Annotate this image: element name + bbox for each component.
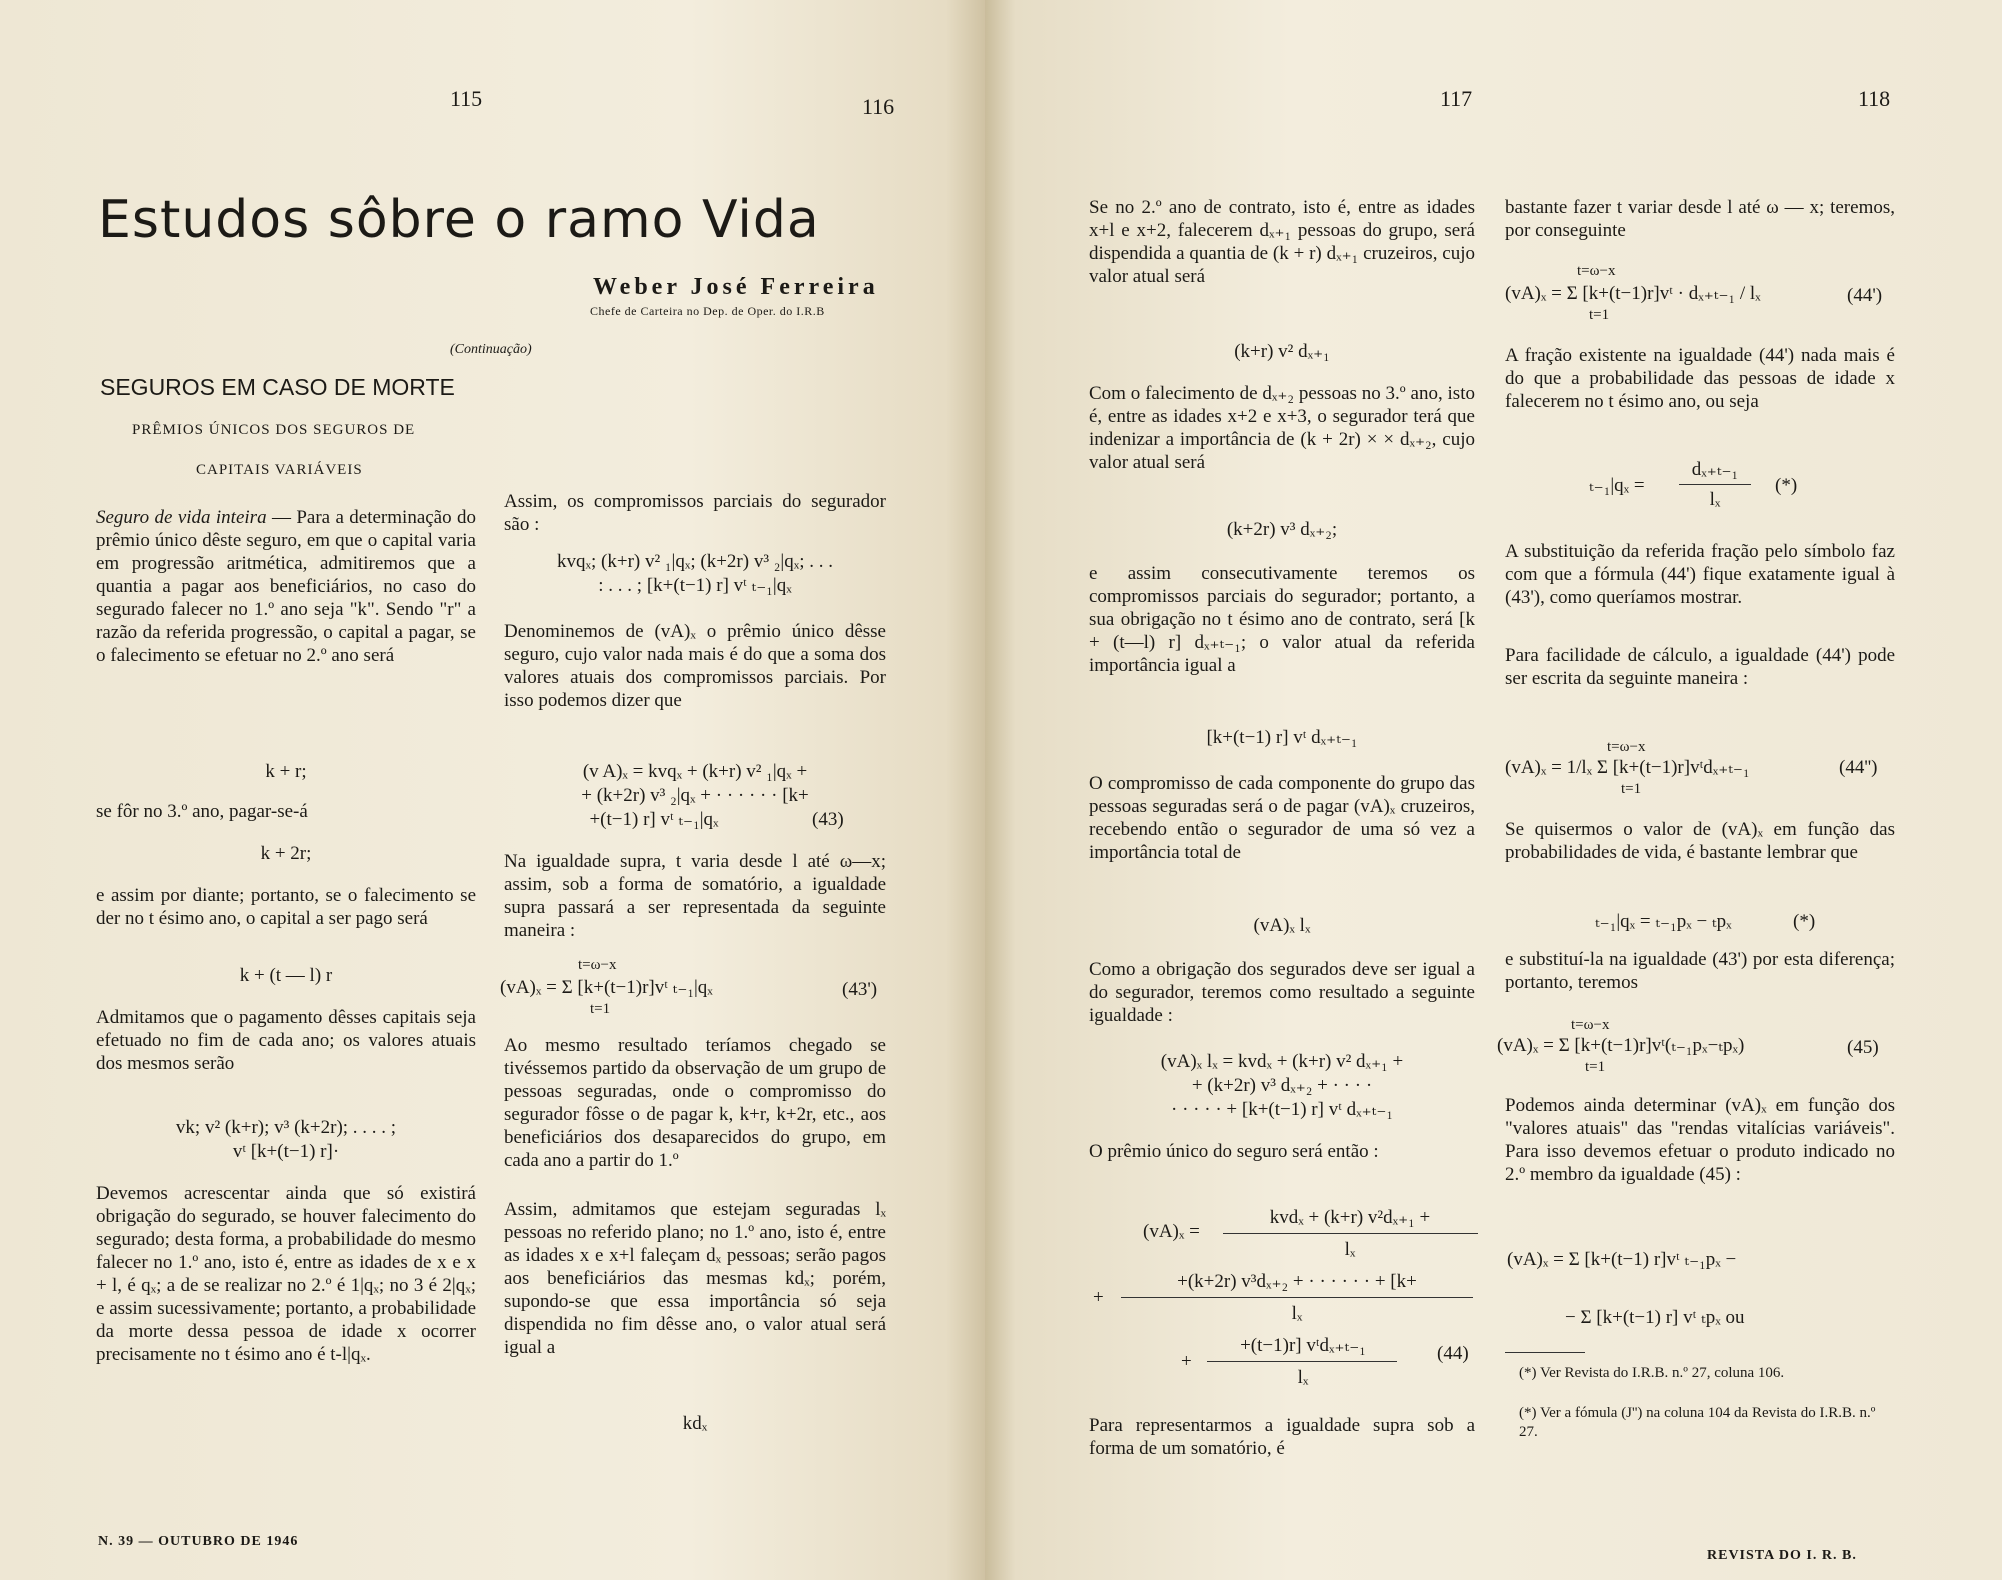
paragraph: Admitamos que o pagamento dêsses capitais seja efetuado no fim de cada ano; os valores atuais dos mesmos serão [96,1007,476,1074]
paragraph: Denominemos de (vA)ₓ o prêmio único dêsse seguro, cujo valor nada mais é do que a soma dos valores atuais dos compromissos parciais. Por isso podemos dizer que [504,621,886,711]
page-number-118: 118 [1858,86,1891,111]
subheading-line-2: CAPITAIS VARIÁVEIS [196,462,363,478]
equation-number: (*) [1793,911,1816,932]
sum-lower-limit: t=1 [590,1001,611,1017]
formula-lhs: ₜ₋₁|qₓ = [1589,475,1645,496]
formula: (vA)ₓ = Σ [k+(t−1) r]vᵗ ₜ₋₁pₓ − [1507,1249,1737,1270]
formula: k + (t — l) r [239,965,333,986]
paragraph: bastante fazer t variar desde l até ω — x; teremos, por conseguinte [1505,197,1895,241]
fraction-bar [1223,1233,1478,1234]
formula: + (k+2r) v³ dₓ₊₂ + · · · · [1191,1075,1373,1096]
formula: (k+2r) v³ dₓ₊₂; [1226,519,1338,540]
formula-denominator: lₓ [1291,1303,1303,1324]
formula: (vA)ₓ lₓ [1253,915,1311,936]
formula-denominator: lₓ [1709,489,1721,510]
formula: (vA)ₓ = 1/lₓ Σ [k+(t−1)r]vᵗdₓ₊ₜ₋₁ [1505,757,1750,778]
paragraph: Como a obrigação dos segurados deve ser igual a do segurador, teremos como resultado a seguinte igualdade : [1089,959,1475,1026]
sum-lower-limit: t=1 [1585,1059,1606,1075]
formula: [k+(t−1) r] vᵗ dₓ₊ₜ₋₁ [1206,727,1358,748]
formula: + (k+2r) v³ ₂|qₓ + · · · · · · [k+ [581,785,809,806]
fraction-bar [1679,484,1751,485]
formula-numerator: kvdₓ + (k+r) v²dₓ₊₁ + [1269,1207,1431,1228]
plus-sign: + [1093,1287,1104,1308]
sum-lower-limit: t=1 [1589,307,1610,323]
formula: (vA)ₓ lₓ = kvdₓ + (k+r) v² dₓ₊₁ + [1160,1051,1404,1072]
formula-denominator: lₓ [1344,1239,1356,1260]
sum-upper-limit: t=ω−x [1577,263,1616,279]
paragraph: e substituí-la na igualdade (43') por esta diferença; portanto, teremos [1505,949,1895,993]
author-name: Weber José Ferreira [593,274,879,300]
left-page [0,0,985,1580]
equation-number: (44) [1437,1343,1469,1364]
sum-upper-limit: t=ω−x [578,957,617,973]
page-number-117: 117 [1440,86,1473,111]
formula: ₜ₋₁|qₓ = ₜ₋₁pₓ − ₜpₓ [1595,911,1732,932]
paragraph [96,506,476,667]
equation-number: (43') [842,979,878,1000]
paragraph: O prêmio único do seguro será então : [1089,1141,1379,1162]
paragraph: A fração existente na igualdade (44') nada mais é do que a probabilidade das pessoas de idade x falecerem no t ésimo ano, ou seja [1505,345,1895,412]
formula: (k+r) v² dₓ₊₁ [1234,341,1330,362]
article-title: Estudos sôbre o ramo Vida [98,190,820,250]
footnote-rule [1505,1352,1585,1353]
paragraph-lead: Seguro de vida inteira [96,507,267,528]
paragraph: Para facilidade de cálculo, a igualdade (44') pode ser escrita da seguinte maneira : [1505,645,1895,689]
formula-numerator: dₓ₊ₜ₋₁ [1691,459,1739,480]
paragraph: Assim, admitamos que estejam seguradas lₓ pessoas no referido plano; no 1.º ano, isto é, entre as idades x e x+l faleçam dₓ pessoas; serão pagos aos beneficiários das mesmas kdₓ; porém, supondo-se que essa importância só seja dispendida no fim dêsse ano, o valor atual será igual a [504,1199,886,1358]
formula-lhs: (vA)ₓ = [1143,1221,1200,1242]
paragraph-text: — Para a determinação do prêmio único dêste seguro, em que o capital varia em progressão aritmética, admitiremos que a quantia a pagar aos beneficiários, no caso do segurado falecer no 1.º ano seja "k". Sendo "r" a razão da referida progressão, o capital a pagar, se o falecimento se efetuar no 2.º ano será [96,507,476,666]
formula-numerator: +(k+2r) v³dₓ₊₂ + · · · · · · + [k+ [1177,1271,1417,1292]
sum-upper-limit: t=ω−x [1571,1017,1610,1033]
equation-number: (*) [1775,475,1798,496]
formula: (vA)ₓ = Σ [k+(t−1)r]vᵗ · dₓ₊ₜ₋₁ / lₓ [1505,283,1761,304]
equation-number: (44') [1847,285,1883,306]
continuation-note: (Continuação) [450,342,532,357]
paragraph: A substituição da referida fração pelo símbolo faz com que a fórmula (44') fique exatamente igual à (43'), como queríamos mostrar. [1505,541,1895,608]
page-number-116: 116 [862,94,895,119]
right-page [985,0,2002,1580]
paragraph: e assim por diante; portanto, se o falecimento se der no t ésimo ano, o capital a ser pago será [96,885,476,929]
equation-number: (44'') [1839,757,1878,778]
footnote: (*) Ver Revista do I.R.B. n.º 27, coluna 106. [1519,1365,1785,1381]
formula-numerator: +(t−1)r] vᵗdₓ₊ₜ₋₁ [1240,1335,1366,1356]
formula: k + r; [265,761,307,782]
page-number-115: 115 [450,86,483,111]
paragraph: Para representarmos a igualdade supra sob a forma de um somatório, é [1089,1415,1475,1459]
paragraph: Se quisermos o valor de (vA)ₓ em função das probabilidades de vida, é bastante lembrar que [1505,819,1895,863]
fraction-bar [1207,1361,1397,1362]
paragraph: O compromisso de cada componente do grupo das pessoas seguradas será o de pagar (vA)ₓ cruzeiros, recebendo então o segurador de uma só vez a importância total de [1089,773,1475,863]
formula: : . . . ; [k+(t−1) r] vᵗ ₜ₋₁|qₓ [598,575,792,596]
formula: (vA)ₓ = Σ [k+(t−1)r]vᵗ ₜ₋₁|qₓ [500,977,713,998]
formula: vk; v² (k+r); v³ (k+2r); . . . . ; [175,1117,397,1138]
plus-sign: + [1181,1351,1192,1372]
paragraph: Se no 2.º ano de contrato, isto é, entre as idades x+l e x+2, falecerem dₓ₊₁ pessoas do grupo, será dispendida a quantia de (k + r) dₓ₊₁ cruzeiros, cujo valor atual será [1089,197,1475,287]
author-affiliation: Chefe de Carteira no Dep. de Oper. do I.R.B [590,304,825,318]
formula-denominator: lₓ [1297,1367,1309,1388]
sum-upper-limit: t=ω−x [1607,739,1646,755]
footnote: (*) Ver a fómula (J'') na coluna 104 da Revista do I.R.B. n.º 27. [1519,1405,1876,1440]
section-heading: SEGUROS EM CASO DE MORTE [100,374,455,400]
formula: kvqₓ; (k+r) v² ₁|qₓ; (k+2r) v³ ₂|qₓ; . . . [556,551,833,572]
formula: · · · · · + [k+(t−1) r] vᵗ dₓ₊ₜ₋₁ [1171,1099,1393,1120]
paragraph: se fôr no 3.º ano, pagar-se-á [96,801,308,822]
formula: kdₓ [682,1413,708,1434]
paragraph: Na igualdade supra, t varia desde l até ω—x; assim, sob a forma de somatório, a igualdade supra passará a ser representada da seguinte maneira : [504,851,886,941]
formula: +(t−1) r] vᵗ ₜ₋₁|qₓ [589,809,719,830]
paragraph: Devemos acrescentar ainda que só existirá obrigação do segurado, se houver falecimento do segurado; desta forma, a probabilidade do mesmo falecer no 1.º ano, isto é, entre as idades de x e x + l, é qₓ; a de se realizar no 2.º é 1|qₓ; no 3 é 2|qₓ; e assim sucessivamente; portanto, a probabilidade da morte dessa pessoa de idade x ocorrer precisamente no t ésimo ano é t-l|qₓ. [96,1183,476,1365]
page-footer: REVISTA DO I. R. B. [1707,1548,1857,1563]
paragraph: Assim, os compromissos parciais do segurador são : [504,491,886,535]
paragraph: Podemos ainda determinar (vA)ₓ em função dos "valores atuais" das "rendas vitalícias variáveis". Para isso devemos efetuar o produto indicado no 2.º membro da igualdade (45) : [1505,1095,1895,1185]
formula: vᵗ [k+(t−1) r]· [232,1141,340,1162]
fraction-bar [1121,1297,1473,1298]
equation-number: (45) [1847,1037,1879,1058]
paragraph: e assim consecutivamente teremos os compromissos parciais do segurador; portanto, a sua obrigação no t ésimo ano de contrato, será [k + (t—l) r] dₓ₊ₜ₋₁; o valor atual da referida importância igual a [1089,563,1475,676]
formula: (v A)ₓ = kvqₓ + (k+r) v² ₁|qₓ + [582,761,808,782]
page-footer: N. 39 — OUTUBRO DE 1946 [98,1534,299,1549]
paragraph: Ao mesmo resultado teríamos chegado se tivéssemos partido da observação de um grupo de pessoas seguradas, onde o compromisso do segurador fôsse o de pagar k, k+r, k+2r, etc., aos beneficiários dos desaparecidos do grupo, em cada ano a partir do 1.º [504,1035,886,1171]
paragraph: Com o falecimento de dₓ₊₂ pessoas no 3.º ano, isto é, entre as idades x+2 e x+3, o segurador terá que indenizar a importância de (k + 2r) × × dₓ₊₂, cujo valor atual será [1089,383,1475,473]
formula: (vA)ₓ = Σ [k+(t−1)r]vᵗ(ₜ₋₁pₓ−ₜpₓ) [1497,1035,1745,1056]
formula: − Σ [k+(t−1) r] vᵗ ₜpₓ ou [1565,1307,1745,1328]
sum-lower-limit: t=1 [1621,781,1642,797]
subheading-line-1: PRÊMIOS ÚNICOS DOS SEGUROS DE [132,422,416,438]
equation-number: (43) [812,809,844,830]
formula: k + 2r; [260,843,312,864]
